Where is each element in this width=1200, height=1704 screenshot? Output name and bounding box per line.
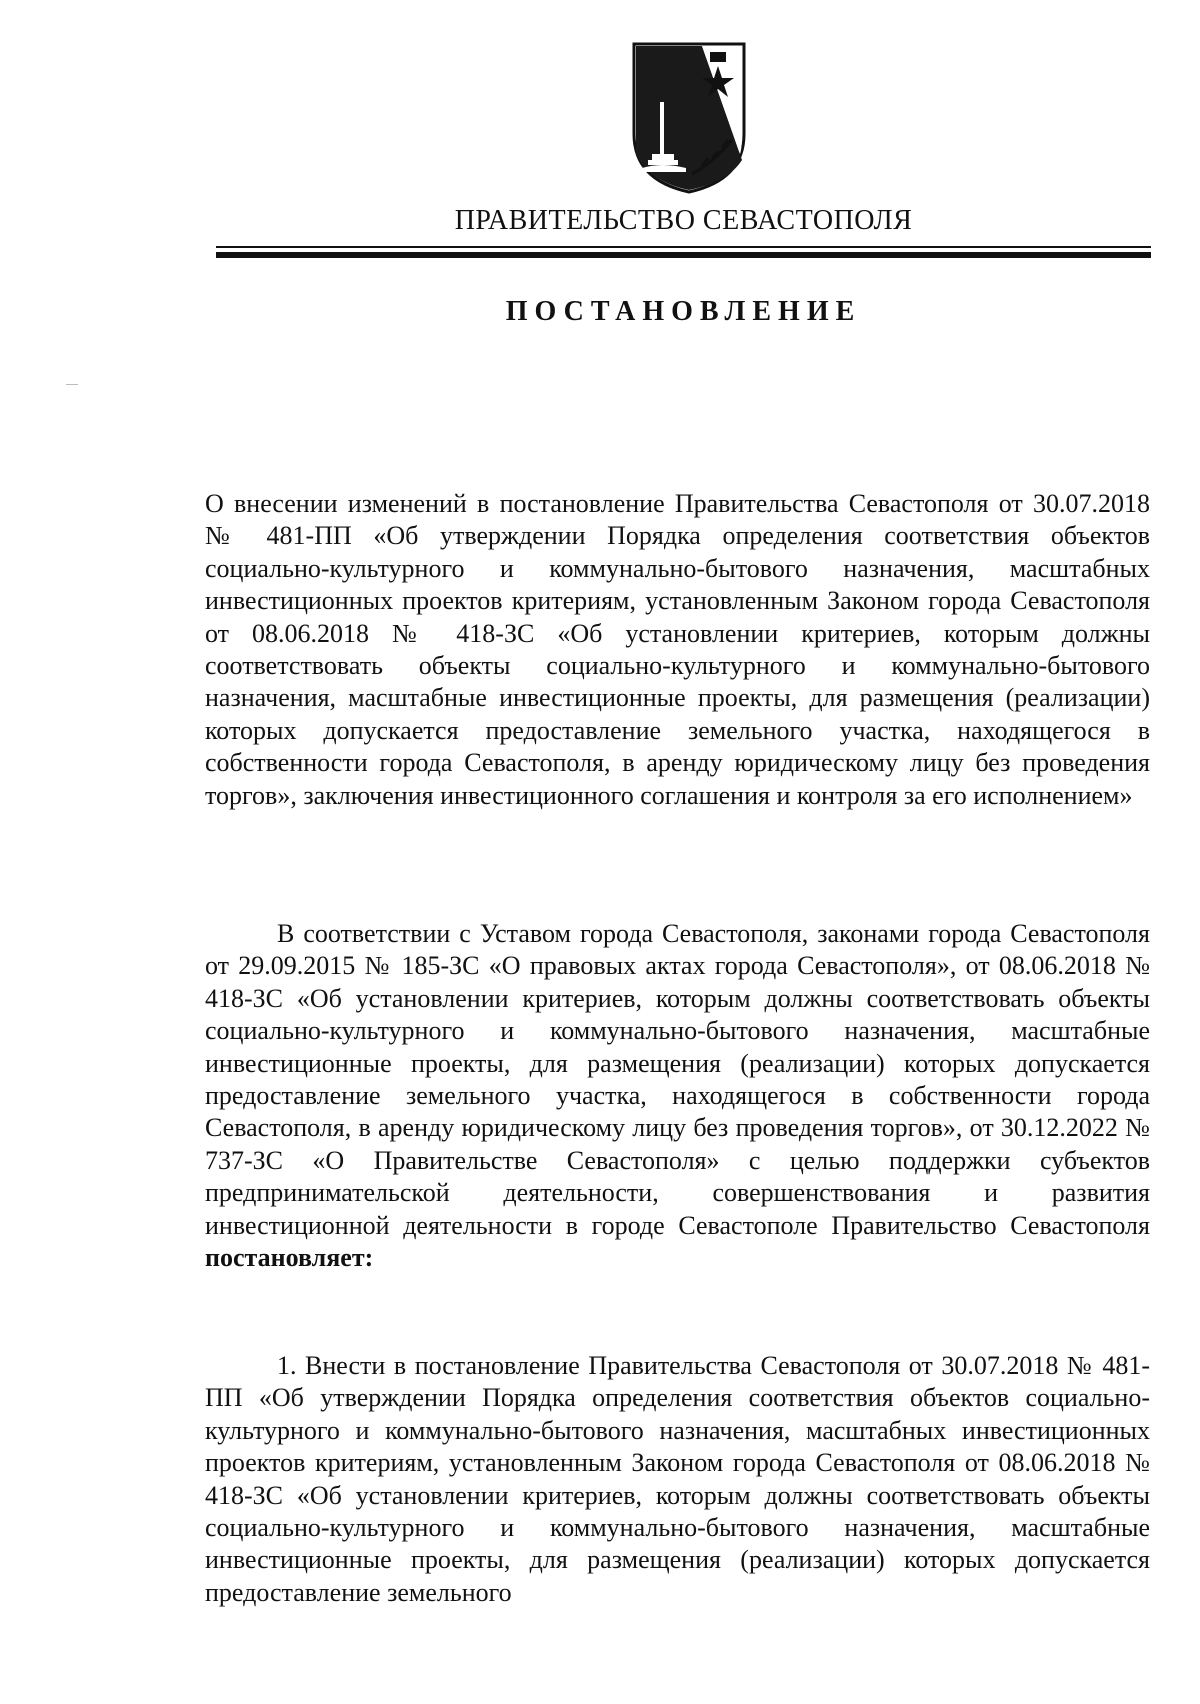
sevastopol-coat-of-arms-icon [630, 42, 748, 194]
preamble-text: В соответствии с Уставом города Севастополя, законами города Севастополя от 29.09.2015 № 185-ЗС «О правовых актах города Севастополя», от 08.06.2018 № 418-ЗС «Об установлении критериев, которым должны соответствовать объекты социально-культурного и коммунально-бытового назначения, масштабные инвестиционные проекты, для размещения (реализации) которых допускается предоставление земельного участка, находящегося в собственности города Севастополя, в аренду юридическому лицу без проведения торгов», от 30.12.2022 № 737-ЗС «О Правительстве Севастополя» с целью поддержки субъектов предпринимательской деятельности, совершенствования и развития инвестиционной деятельности в городе Севастополе Правительство Севастополя [205, 919, 1150, 1240]
government-title: ПРАВИТЕЛЬСТВО СЕВАСТОПОЛЯ [454, 205, 913, 236]
preamble-paragraph [205, 918, 1150, 1274]
header-divider-thick [216, 252, 1151, 258]
document-type-heading: ПОСТАНОВЛЕНИЕ [505, 296, 862, 327]
margin-mark [66, 384, 78, 385]
header-divider-thin [216, 246, 1151, 248]
resolves-keyword: постановляет: [205, 1243, 374, 1273]
document-subject: О внесении изменений в постановление Правительства Севастополя от 30.07.2018 № 481-ПП «Об утверждении Порядка определения соответствия объектов социально-культурного и коммунально-бытового назначения, масштабных инвестиционных проектов критериям, установленным Законом города Севастополя от 08.06.2018 № 418-ЗС «Об установлении критериев, которым должны соответствовать объекты социально-культурного и коммунально-бытового назначения, масштабные инвестиционные проекты, для размещения (реализации) которых допускается предоставление земельного участка, находящегося в собственности города Севастополя, в аренду юридическому лицу без проведения торгов», заключения инвестиционного соглашения и контроля за его исполнением» [205, 489, 1150, 810]
item-1-paragraph: 1. Внести в постановление Правительства Севастополя от 30.07.2018 № 481-ПП «Об утверждении Порядка определения соответствия объектов социально-культурного и коммунально-бытового назначения, масштабных инвестиционных проектов критериям, установленным Законом города Севастополя от 08.06.2018 № 418-ЗС «Об установлении критериев, которым должны соответствовать объекты социально-культурного и коммунально-бытового назначения, масштабные инвестиционные проекты, для размещения (реализации) которых допускается предоставление земельного [205, 1351, 1150, 1607]
